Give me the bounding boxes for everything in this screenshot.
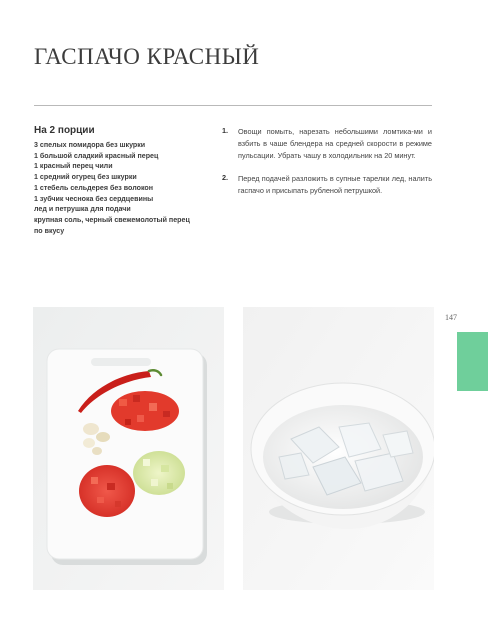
- ingredient-item: 1 средний огурец без шкурки: [34, 173, 137, 182]
- page-number: 147: [445, 313, 457, 322]
- ingredient-item: 3 спелых помидора без шкурки: [34, 141, 146, 149]
- step-text: Перед подачей разложить в супные тарелки лед, налить гаспачо и присыпать рубленой петрушкой.: [238, 173, 432, 195]
- step-number: 2.: [222, 172, 229, 182]
- step-item: [222, 173, 432, 197]
- ingredient-item: 1 стебель сельдерея без волокон: [34, 183, 154, 192]
- bowl: [251, 383, 434, 529]
- chopped-pepper: [111, 391, 179, 431]
- portions-heading: На 2 порции: [34, 125, 95, 136]
- ice-bowl-photo: [243, 307, 434, 590]
- ingredient-item: по вкусу: [34, 226, 65, 235]
- ingredient-item: крупная соль, черный свежемолотый перец: [34, 215, 190, 224]
- step-number: 1.: [222, 126, 229, 135]
- section-color-tab: [457, 332, 488, 391]
- step-text: Овощи помыть, нарезать небольшими ломтика-ми и взбить в чаше блендера на средней скорости в режиме пульсации. Убрать чашу в холодильник на 20 минут.: [238, 127, 432, 161]
- ingredient-item: лед и петрушка для подачи: [34, 205, 131, 214]
- recipe-title: ГАСПАЧО КРАСНЫЙ: [34, 44, 260, 69]
- vegetables-photo: [33, 307, 224, 590]
- title-divider: [34, 105, 432, 106]
- chopped-tomato: [79, 465, 135, 517]
- ingredient-item: 1 большой сладкий красный перец: [34, 151, 159, 160]
- ingredients-list: [34, 140, 214, 236]
- ingredient-item: 1 красный перец чили: [34, 162, 113, 171]
- step-item: [222, 126, 432, 163]
- ingredient-item: 1 зубчик чеснока без сердцевины: [34, 194, 154, 203]
- steps-list: [222, 126, 432, 207]
- chopped-cucumber: [133, 451, 185, 495]
